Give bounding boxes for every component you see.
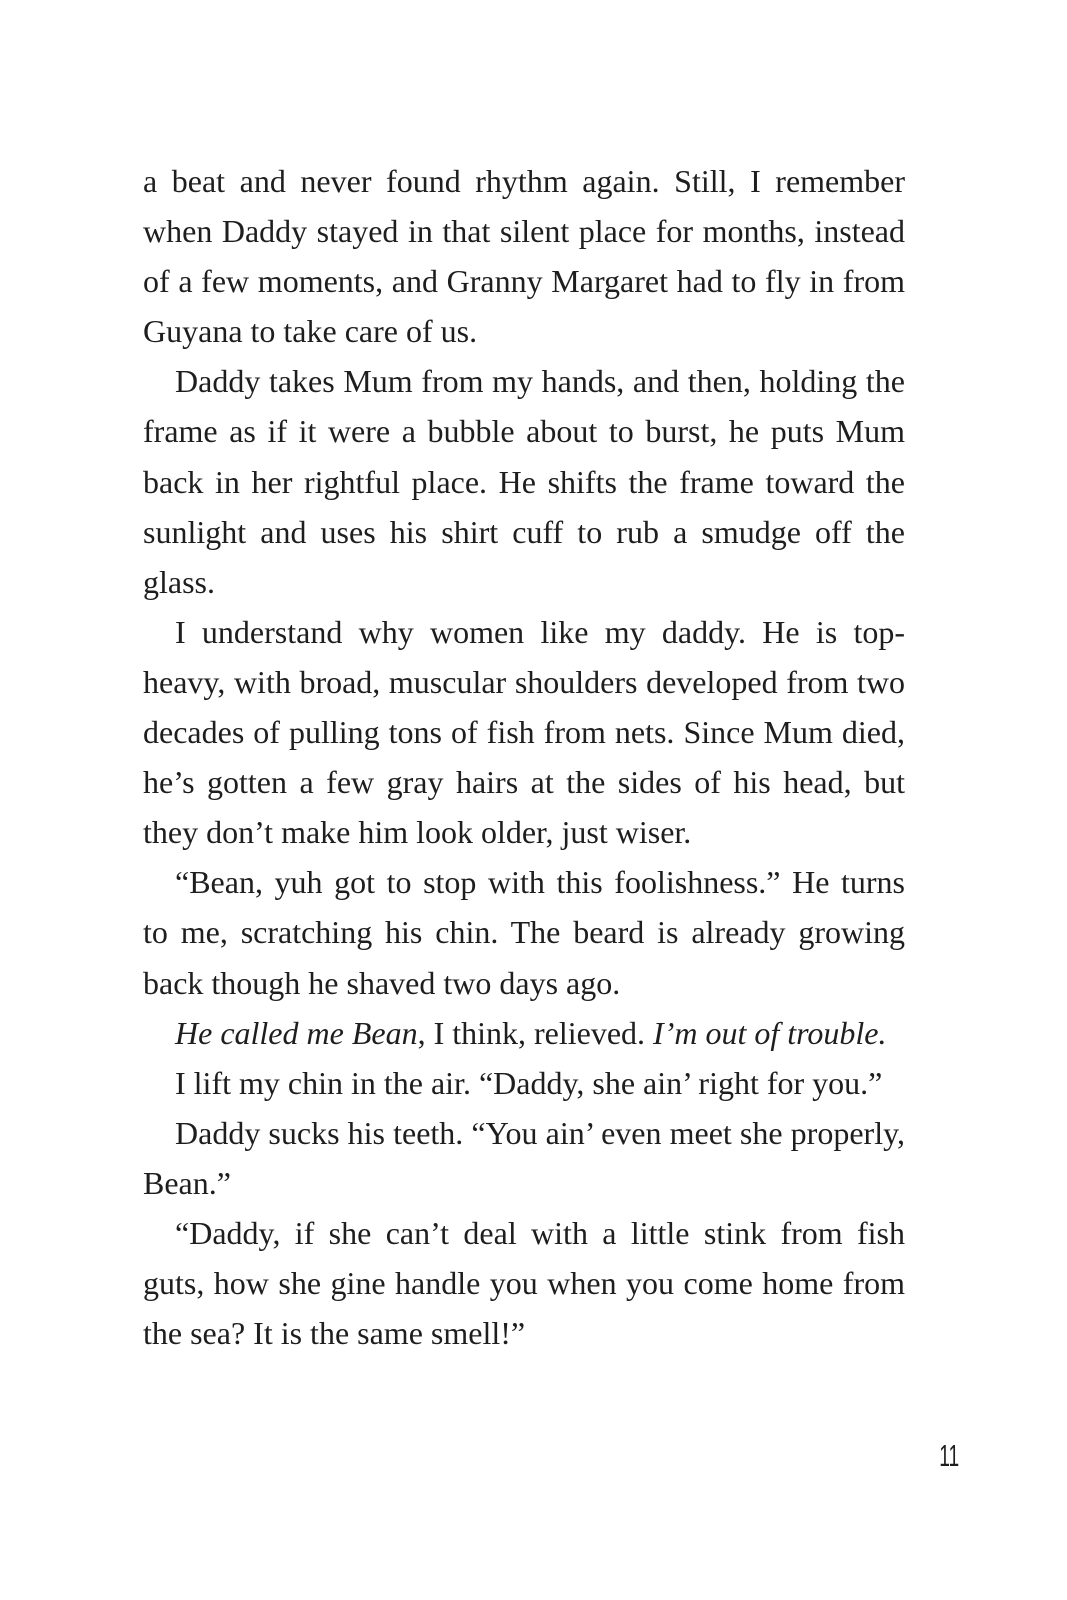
narration-text: , I think, relieved. [417, 1014, 654, 1051]
body-text [143, 156, 905, 1358]
italic-thought-1: He called me Bean [175, 1014, 418, 1051]
paragraph-7: Daddy sucks his teeth. “You ain’ even meet she properly, Bean.” [143, 1114, 905, 1201]
paragraph-6: I lift my chin in the air. “Daddy, she ain’ right for you.” [175, 1064, 883, 1101]
paragraph-1: a beat and never found rhythm again. Still, I remember when Daddy stayed in that silent place for months, instead of a few moments, and Granny Margaret had to fly in from Guyana to take care of us. [143, 163, 905, 350]
paragraph-3: I understand why women like my daddy. He is top-heavy, with broad, muscular shoulders developed from two decades of pulling tons of fish from nets. Since Mum died, he’s gotten a few gray hairs at the sides of his head, but they don’t make him look older, just wiser. [143, 613, 905, 851]
paragraph-2: Daddy takes Mum from my hands, and then, holding the frame as if it were a bubble about to burst, he puts Mum back in her rightful place. He shifts the frame toward the sunlight and uses his shirt cuff to rub a smudge off the glass. [143, 363, 905, 600]
paragraph-5 [143, 1008, 905, 1058]
paragraph-8: “Daddy, if she can’t deal with a little stink from fish guts, how she gine handle you when you come home from the sea? It is the same smell!” [143, 1214, 905, 1352]
paragraph-4: “Bean, yuh got to stop with this foolishness.” He turns to me, scratching his chin. The beard is already growing back though he shaved two days ago. [143, 864, 905, 1001]
page-number: 11 [939, 1438, 959, 1473]
italic-thought-2: I’m out of trouble. [653, 1014, 887, 1051]
